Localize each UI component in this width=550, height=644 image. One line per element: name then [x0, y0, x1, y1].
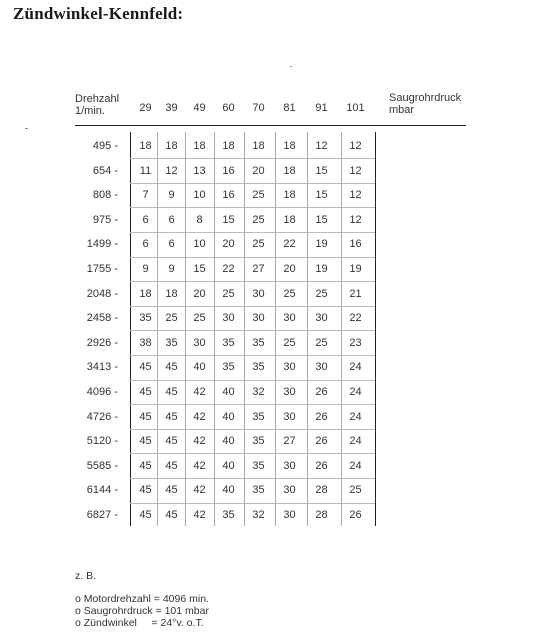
table-cell: 45 [165, 361, 178, 374]
row-divider [130, 330, 375, 331]
table-cell: 22 [222, 263, 235, 275]
table-cell: 20 [193, 287, 206, 300]
table-cell: 12 [349, 213, 362, 226]
pressure-axis-header [389, 92, 461, 116]
column-header: 29 [139, 102, 152, 114]
row-divider [130, 207, 375, 208]
row-label: 1755 - [86, 263, 118, 275]
scan-speck [25, 128, 28, 129]
table-cell: 30 [252, 312, 265, 325]
table-cell: 16 [349, 238, 362, 251]
table-cell: 6 [168, 213, 175, 226]
table-cell: 32 [252, 509, 265, 521]
table-cell: 45 [165, 509, 178, 521]
table-cell: 45 [139, 484, 152, 497]
table-cell: 21 [349, 287, 362, 300]
table-cell: 42 [193, 410, 206, 423]
example-line-angle: o Zündwinkel = 24°v. o.T. [75, 617, 204, 629]
table-cell: 9 [168, 263, 175, 275]
row-label: 495 - [92, 140, 118, 152]
row-label: 5585 - [86, 459, 118, 472]
row-label: 975 - [92, 213, 118, 226]
table-cell: 45 [139, 410, 152, 423]
table-cell: 25 [165, 312, 178, 325]
table-cell: 25 [349, 484, 362, 497]
table-cell: 6 [168, 238, 175, 251]
table-cell: 24 [349, 435, 362, 448]
table-cell: 15 [193, 263, 206, 275]
row-label: 2458 - [86, 312, 118, 325]
table-cell: 26 [315, 459, 328, 472]
row-divider [130, 306, 375, 307]
table-cell: 18 [193, 140, 206, 152]
table-cell: 12 [349, 140, 362, 152]
table-cell: 35 [252, 336, 265, 349]
table-cell: 25 [315, 287, 328, 300]
table-cell: 42 [193, 386, 206, 398]
table-cell: 42 [193, 484, 206, 497]
table-cell: 15 [315, 164, 328, 177]
table-cell: 38 [139, 336, 152, 349]
table-cell: 28 [315, 509, 328, 521]
table-cell: 45 [139, 361, 152, 374]
table-cell: 6 [142, 238, 149, 251]
table-cell: 45 [165, 484, 178, 497]
table-cell: 40 [222, 484, 235, 497]
column-divider [130, 132, 131, 526]
table-cell: 11 [139, 164, 152, 177]
row-divider [130, 183, 375, 184]
rpm-axis-unit: 1/min. [75, 105, 105, 117]
table-cell: 25 [283, 287, 296, 300]
table-cell: 7 [142, 189, 149, 202]
column-header: 49 [193, 102, 206, 114]
table-cell: 35 [222, 361, 235, 374]
table-cell: 45 [165, 459, 178, 472]
table-cell: 24 [349, 459, 362, 472]
table-cell: 25 [283, 336, 296, 349]
table-cell: 18 [222, 140, 235, 152]
table-cell: 45 [139, 459, 152, 472]
row-label: 6827 - [86, 509, 118, 521]
header-rule [75, 125, 466, 126]
table-cell: 35 [139, 312, 152, 325]
table-cell: 8 [196, 213, 203, 226]
table-cell: 35 [252, 361, 265, 374]
table-cell: 9 [168, 189, 175, 202]
table-cell: 12 [165, 164, 178, 177]
table-cell: 18 [252, 140, 265, 152]
row-divider [130, 281, 375, 282]
table-cell: 35 [252, 484, 265, 497]
table-cell: 20 [252, 164, 265, 177]
table-cell: 30 [315, 312, 328, 325]
table-cell: 20 [222, 238, 235, 251]
table-cell: 18 [283, 213, 296, 226]
table-cell: 16 [222, 164, 235, 177]
row-label: 4096 - [86, 386, 118, 398]
row-divider [130, 453, 375, 454]
table-cell: 45 [139, 435, 152, 448]
column-header: 39 [165, 102, 178, 114]
table-cell: 30 [315, 361, 328, 374]
row-label: 2926 - [86, 336, 118, 349]
table-cell: 35 [252, 435, 265, 448]
table-cell: 18 [283, 164, 296, 177]
table-cell: 9 [142, 263, 149, 275]
table-cell: 30 [193, 336, 206, 349]
table-cell: 27 [283, 435, 296, 448]
table-cell: 45 [165, 435, 178, 448]
example-line-rpm: o Motordrehzahl = 4096 min. [75, 593, 209, 605]
pressure-axis-unit: mbar [389, 104, 415, 116]
table-cell: 40 [222, 435, 235, 448]
table-cell: 18 [165, 287, 178, 300]
table-cell: 25 [193, 312, 206, 325]
table-cell: 18 [283, 140, 296, 152]
row-divider [130, 404, 375, 405]
table-cell: 42 [193, 509, 206, 521]
table-cell: 20 [283, 263, 296, 275]
table-cell: 18 [165, 140, 178, 152]
table-cell: 12 [315, 140, 328, 152]
table-cell: 12 [349, 189, 362, 202]
row-divider [130, 429, 375, 430]
row-divider [130, 232, 375, 233]
table-cell: 24 [349, 386, 362, 398]
table-cell: 30 [283, 386, 296, 398]
table-cell: 26 [349, 509, 362, 521]
table-cell: 10 [193, 238, 206, 251]
table-cell: 25 [252, 238, 265, 251]
table-cell: 25 [315, 336, 328, 349]
table-cell: 24 [349, 410, 362, 423]
table-cell: 25 [222, 287, 235, 300]
row-divider [130, 257, 375, 258]
row-label: 3413 - [86, 361, 118, 374]
table-cell: 30 [283, 312, 296, 325]
table-cell: 45 [165, 386, 178, 398]
table-cell: 25 [252, 213, 265, 226]
table-cell: 35 [165, 336, 178, 349]
row-divider [130, 355, 375, 356]
table-cell: 24 [349, 361, 362, 374]
table-cell: 18 [283, 189, 296, 202]
table-cell: 30 [283, 509, 296, 521]
pressure-axis-label: Saugrohrdruck [389, 92, 462, 104]
table-cell: 22 [283, 238, 296, 251]
row-divider [130, 158, 375, 159]
table-cell: 23 [349, 336, 362, 349]
table-cell: 40 [222, 410, 235, 423]
table-cell: 19 [349, 263, 362, 275]
table-cell: 15 [315, 213, 328, 226]
row-label: 5120 - [86, 435, 118, 448]
table-cell: 26 [315, 435, 328, 448]
rpm-axis-header [75, 93, 119, 117]
table-cell: 30 [283, 410, 296, 423]
table-cell: 45 [165, 410, 178, 423]
scan-speck [290, 66, 292, 67]
table-cell: 30 [283, 361, 296, 374]
column-header: 70 [252, 102, 265, 114]
table-cell: 26 [315, 386, 328, 398]
column-divider [375, 132, 376, 526]
table-cell: 19 [315, 263, 328, 275]
table-cell: 28 [315, 484, 328, 497]
table-cell: 13 [193, 164, 206, 177]
row-label: 4726 - [86, 410, 118, 423]
table-cell: 25 [252, 189, 265, 202]
row-divider [130, 380, 375, 381]
table-cell: 35 [222, 336, 235, 349]
table-cell: 35 [222, 509, 235, 521]
example-label: z. B. [75, 570, 97, 582]
table-cell: 35 [252, 410, 265, 423]
table-cell: 40 [222, 386, 235, 398]
row-label: 6144 - [86, 484, 118, 497]
column-header: 60 [222, 102, 235, 114]
table-cell: 19 [315, 238, 328, 251]
column-header: 81 [283, 102, 296, 114]
table-cell: 16 [222, 189, 235, 202]
table-cell: 42 [193, 459, 206, 472]
row-label: 808 - [92, 189, 118, 202]
row-label: 654 - [92, 164, 118, 177]
rpm-axis-label: Drehzahl [75, 93, 120, 105]
table-cell: 22 [349, 312, 362, 325]
table-cell: 40 [193, 361, 206, 374]
table-cell: 45 [139, 386, 152, 398]
table-cell: 45 [139, 509, 152, 521]
table-cell: 18 [139, 140, 152, 152]
table-cell: 30 [252, 287, 265, 300]
row-divider [130, 478, 375, 479]
table-cell: 30 [283, 459, 296, 472]
table-cell: 30 [283, 484, 296, 497]
table-cell: 35 [252, 459, 265, 472]
table-cell: 12 [349, 164, 362, 177]
table-cell: 26 [315, 410, 328, 423]
table-cell: 15 [222, 213, 235, 226]
table-cell: 27 [252, 263, 265, 275]
table-cell: 42 [193, 435, 206, 448]
column-header: 101 [346, 102, 365, 114]
row-divider [130, 503, 375, 504]
column-header: 91 [315, 102, 328, 114]
table-cell: 15 [315, 189, 328, 202]
example-line-pressure: o Saugrohrdruck = 101 mbar [75, 605, 209, 617]
row-label: 1499 - [86, 238, 118, 251]
table-cell: 40 [222, 459, 235, 472]
page-title: Zündwinkel-Kennfeld: [13, 4, 184, 23]
table-cell: 6 [142, 213, 149, 226]
table-cell: 32 [252, 386, 265, 398]
row-label: 2048 - [86, 287, 118, 300]
table-cell: 18 [139, 287, 152, 300]
table-cell: 30 [222, 312, 235, 325]
table-cell: 10 [193, 189, 206, 202]
